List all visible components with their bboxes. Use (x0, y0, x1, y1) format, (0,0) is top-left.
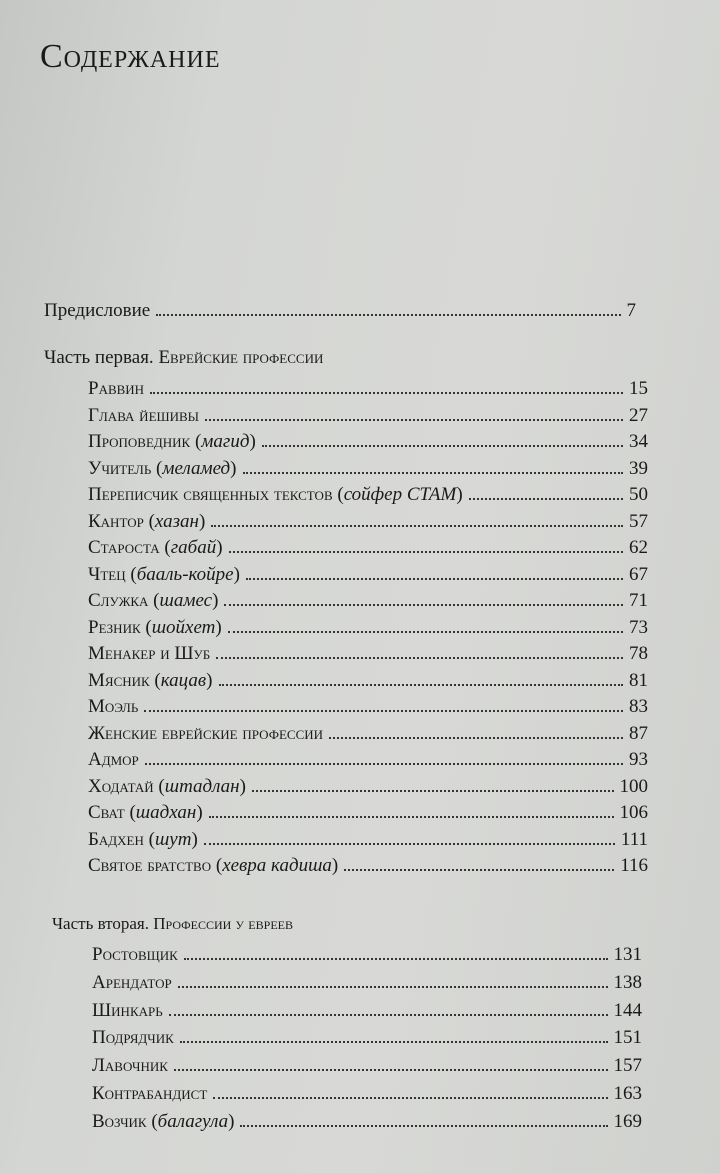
toc-entry[interactable] (92, 1027, 642, 1049)
toc-entry[interactable] (92, 1111, 642, 1133)
entry-paren-close: ) (191, 828, 198, 850)
toc-entry[interactable] (88, 723, 648, 745)
entry-label (88, 643, 210, 665)
entry-title: Раввин (88, 378, 145, 399)
entry-label (92, 1055, 168, 1077)
entry-title: Адмор (88, 749, 139, 770)
leader-dots (469, 498, 623, 500)
leader-dots (243, 472, 624, 474)
entry-title: Святое братство ( (88, 855, 223, 876)
leader-dots (240, 1125, 607, 1127)
entry-original-term: меламед (162, 457, 231, 479)
toc-entry[interactable] (88, 537, 648, 559)
entry-page: 157 (613, 1055, 642, 1077)
entry-title: Служка ( (88, 590, 160, 611)
entry-title: Проповедник ( (88, 431, 202, 452)
entry-page: 131 (613, 944, 642, 965)
entry-label (88, 855, 338, 877)
entry-original-term: шадхан (135, 802, 197, 823)
entry-title: Учитель ( (88, 457, 163, 479)
entry-label (88, 537, 223, 559)
entry-label (88, 617, 222, 639)
entry-original-term: штадлан (164, 775, 240, 797)
leader-dots (150, 392, 623, 394)
entry-page: 57 (629, 510, 648, 532)
entry-paren-close: ) (228, 1110, 235, 1132)
leader-dots (329, 737, 623, 739)
entry-title: Бадхен ( (88, 828, 155, 850)
entry-label (92, 1083, 207, 1105)
entry-label (88, 458, 237, 480)
entry-label (92, 944, 178, 966)
part2-heading-title: Профессии у евреев (153, 914, 293, 933)
entry-label (88, 829, 198, 851)
entry-title: Староста ( (88, 537, 171, 558)
leader-dots (262, 445, 623, 447)
entry-page: 71 (629, 590, 648, 611)
leader-dots (252, 790, 614, 792)
toc-entry[interactable] (88, 511, 648, 533)
leader-dots (204, 843, 615, 845)
entry-paren-close: ) (456, 484, 463, 505)
entry-original-term: кацав (160, 669, 207, 691)
part1-heading-title: Еврейские профессии (158, 347, 324, 368)
entry-title: Арендатор (92, 971, 172, 993)
entry-title: Сват ( (88, 802, 136, 823)
leader-dots (224, 604, 623, 606)
entry-title: Женские еврейские профессии (88, 722, 324, 744)
toc-entry[interactable] (88, 564, 648, 586)
entry-title: Резник ( (88, 616, 152, 638)
entry-page: 151 (613, 1027, 642, 1049)
entry-label (88, 564, 240, 586)
entry-label (88, 405, 199, 427)
toc-entry[interactable] (88, 590, 648, 612)
toc-entry[interactable] (88, 617, 648, 639)
toc-entry[interactable] (92, 972, 642, 994)
leader-dots (156, 314, 620, 316)
entry-title: Возчик ( (92, 1110, 158, 1132)
entry-paren-close: ) (230, 457, 237, 479)
entry-original-term: магид (201, 431, 250, 452)
entry-page: 67 (629, 563, 648, 585)
entry-page: 100 (619, 775, 648, 797)
entry-label: Предисловие (44, 300, 151, 321)
leader-dots (184, 958, 608, 960)
entry-label (88, 378, 144, 400)
entry-title: Менакер и Шуб (88, 643, 211, 664)
entry-page: 15 (629, 378, 648, 399)
entry-page: 106 (619, 802, 648, 823)
entry-title: Кантор ( (88, 510, 155, 532)
part2-heading (52, 914, 293, 934)
entry-original-term: бааль-койре (136, 563, 234, 585)
toc-entry[interactable] (92, 1000, 642, 1022)
entry-label (88, 590, 218, 612)
entry-paren-close: ) (233, 563, 240, 585)
leader-dots (228, 631, 623, 633)
entry-original-term: балагула (157, 1110, 229, 1132)
toc-entry[interactable] (88, 696, 648, 718)
leader-dots (211, 525, 623, 527)
entry-original-term: хазан (154, 510, 199, 532)
entry-page: 73 (629, 616, 648, 638)
entry-title: Чтец ( (88, 563, 137, 585)
entry-page: 83 (629, 696, 648, 717)
toc-entry[interactable] (88, 458, 648, 480)
entry-label (88, 431, 256, 453)
part1-heading (44, 347, 323, 369)
entry-label (88, 776, 246, 798)
page-title: Содержание (40, 38, 221, 75)
entry-title: Глава йешивы (88, 404, 200, 426)
leader-dots (144, 710, 623, 712)
entry-label (88, 484, 463, 506)
leader-dots (219, 684, 624, 686)
part2-heading-prefix: Часть вторая. (52, 914, 154, 933)
entry-label (88, 696, 138, 718)
entry-page: 50 (629, 484, 648, 505)
entry-title: Шинкарь (92, 999, 163, 1021)
toc-entry[interactable] (88, 378, 648, 400)
entry-original-term: сойфер СТАМ (343, 484, 457, 505)
entry-paren-close: ) (249, 431, 256, 452)
entry-page: 39 (629, 457, 648, 479)
entry-paren-close: ) (239, 775, 246, 797)
entry-paren-close: ) (212, 590, 219, 611)
toc-entry[interactable] (88, 802, 648, 824)
toc-entry[interactable] (88, 749, 648, 771)
entry-paren-close: ) (206, 669, 213, 691)
entry-title: Лавочник (92, 1055, 168, 1077)
leader-dots (145, 763, 623, 765)
entry-paren-close: ) (196, 802, 203, 823)
leader-dots (174, 1069, 608, 1071)
entry-paren-close: ) (215, 616, 222, 638)
entry-page: 163 (613, 1083, 642, 1104)
toc-entry[interactable] (92, 944, 642, 966)
entry-page: 81 (629, 669, 648, 691)
leader-dots (205, 419, 623, 421)
leader-dots (213, 1097, 607, 1099)
entry-title: Ходатай ( (88, 775, 165, 797)
toc-entry[interactable] (88, 405, 648, 427)
entry-title: Мясник ( (88, 669, 161, 691)
entry-page: 34 (629, 431, 648, 452)
entry-label (88, 670, 213, 692)
toc-entry[interactable] (88, 643, 648, 665)
entry-title: Подрядчик (92, 1027, 174, 1049)
entry-page: 111 (620, 828, 648, 850)
entry-label (88, 749, 139, 771)
entry-label (88, 511, 205, 533)
toc-entry[interactable] (88, 484, 648, 506)
toc-entry[interactable] (88, 670, 648, 692)
leader-dots (216, 657, 623, 659)
toc-entry[interactable] (88, 431, 648, 453)
entry-original-term: хевра кадиша (222, 855, 332, 876)
entry-page: 116 (620, 855, 648, 876)
entry-paren-close: ) (216, 537, 223, 558)
leader-dots (180, 1041, 608, 1043)
toc-entry[interactable] (88, 776, 648, 798)
entry-paren-close: ) (198, 510, 206, 532)
toc-entry[interactable] (88, 855, 648, 877)
leader-dots (209, 816, 614, 818)
entry-label (88, 723, 323, 745)
leader-dots (229, 551, 623, 553)
entry-page: 87 (629, 722, 648, 744)
entry-page: 138 (613, 971, 642, 993)
leader-dots (169, 1014, 608, 1016)
entry-label (92, 1111, 234, 1133)
toc-entry[interactable] (92, 1083, 642, 1105)
toc-entry[interactable] (92, 1055, 642, 1077)
entry-label (92, 1000, 163, 1022)
entry-title: Переписчик священных текстов ( (88, 484, 344, 505)
entry-label (88, 802, 203, 824)
entry-page: 27 (629, 404, 648, 426)
entry-page: 169 (613, 1110, 642, 1132)
entry-label (92, 972, 172, 994)
leader-dots (344, 869, 614, 871)
part1-heading-prefix: Часть первая. (44, 347, 159, 368)
leader-dots (178, 986, 608, 988)
entry-original-term: шут (154, 828, 192, 850)
entry-page: 62 (629, 537, 648, 558)
entry-page: 78 (629, 643, 648, 664)
entry-paren-close: ) (331, 855, 339, 876)
entry-page: 7 (626, 300, 636, 321)
toc-entry[interactable] (88, 829, 648, 851)
leader-dots (246, 578, 623, 580)
entry-page: 93 (629, 749, 648, 770)
entry-original-term: шойхет (151, 616, 216, 638)
entry-label (92, 1027, 174, 1049)
toc-entry-preface[interactable] (44, 300, 636, 322)
entry-title: Ростовщик (92, 944, 178, 965)
entry-title: Контрабандист (92, 1083, 208, 1104)
entry-title: Моэль (88, 696, 139, 717)
entry-page: 144 (613, 999, 642, 1021)
entry-original-term: габай (170, 537, 217, 558)
entry-original-term: шамес (159, 590, 213, 611)
